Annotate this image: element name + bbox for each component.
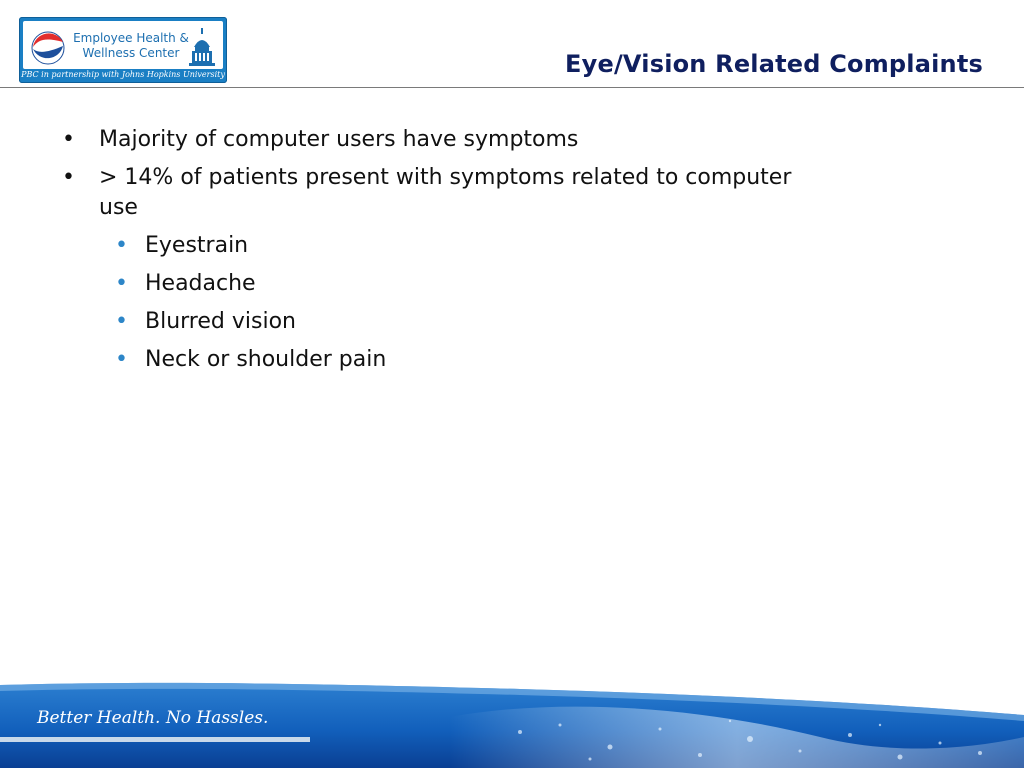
footer-tagline: Better Health. No Hassles. (37, 708, 269, 728)
sub-bullet-item (113, 307, 818, 337)
bullet-dot-icon: • (62, 165, 75, 190)
sub-bullet-dot-icon: • (115, 271, 128, 296)
slide-title: Eye/Vision Related Complaints (565, 50, 983, 78)
sub-bullet-text: Headache (145, 271, 256, 296)
sub-bullet-text: Neck or shoulder pain (145, 347, 387, 372)
sub-bullet-item (113, 345, 818, 375)
tagline-underline (0, 737, 310, 742)
sub-bullet-item (113, 231, 818, 261)
employee-health-logo (19, 17, 227, 83)
logo-title: Employee Health & Wellness Center (73, 31, 189, 60)
sub-bullet-item (113, 269, 818, 299)
header-divider (0, 87, 1024, 88)
bullet-text: > 14% of patients present with symptoms related to computer use (99, 165, 792, 220)
dome-building-icon (187, 27, 217, 67)
footer-banner (0, 677, 1024, 768)
logo-inner-panel (23, 21, 223, 69)
bullet-dot-icon: • (62, 127, 75, 152)
sub-bullet-dot-icon: • (115, 309, 128, 334)
bullet-text: Majority of computer users have symptoms (99, 127, 579, 152)
logo-caption: PBC in partnership with Johns Hopkins University (21, 70, 225, 79)
sub-bullet-dot-icon: • (115, 233, 128, 258)
sub-bullet-list (113, 231, 818, 375)
sub-bullet-text: Eyestrain (145, 233, 249, 258)
sub-bullet-text: Blurred vision (145, 309, 296, 334)
bullet-item (58, 125, 818, 155)
bullet-item (58, 163, 818, 223)
pepsi-globe-icon (31, 31, 65, 65)
sub-bullet-dot-icon: • (115, 347, 128, 372)
bullet-list (58, 125, 818, 383)
